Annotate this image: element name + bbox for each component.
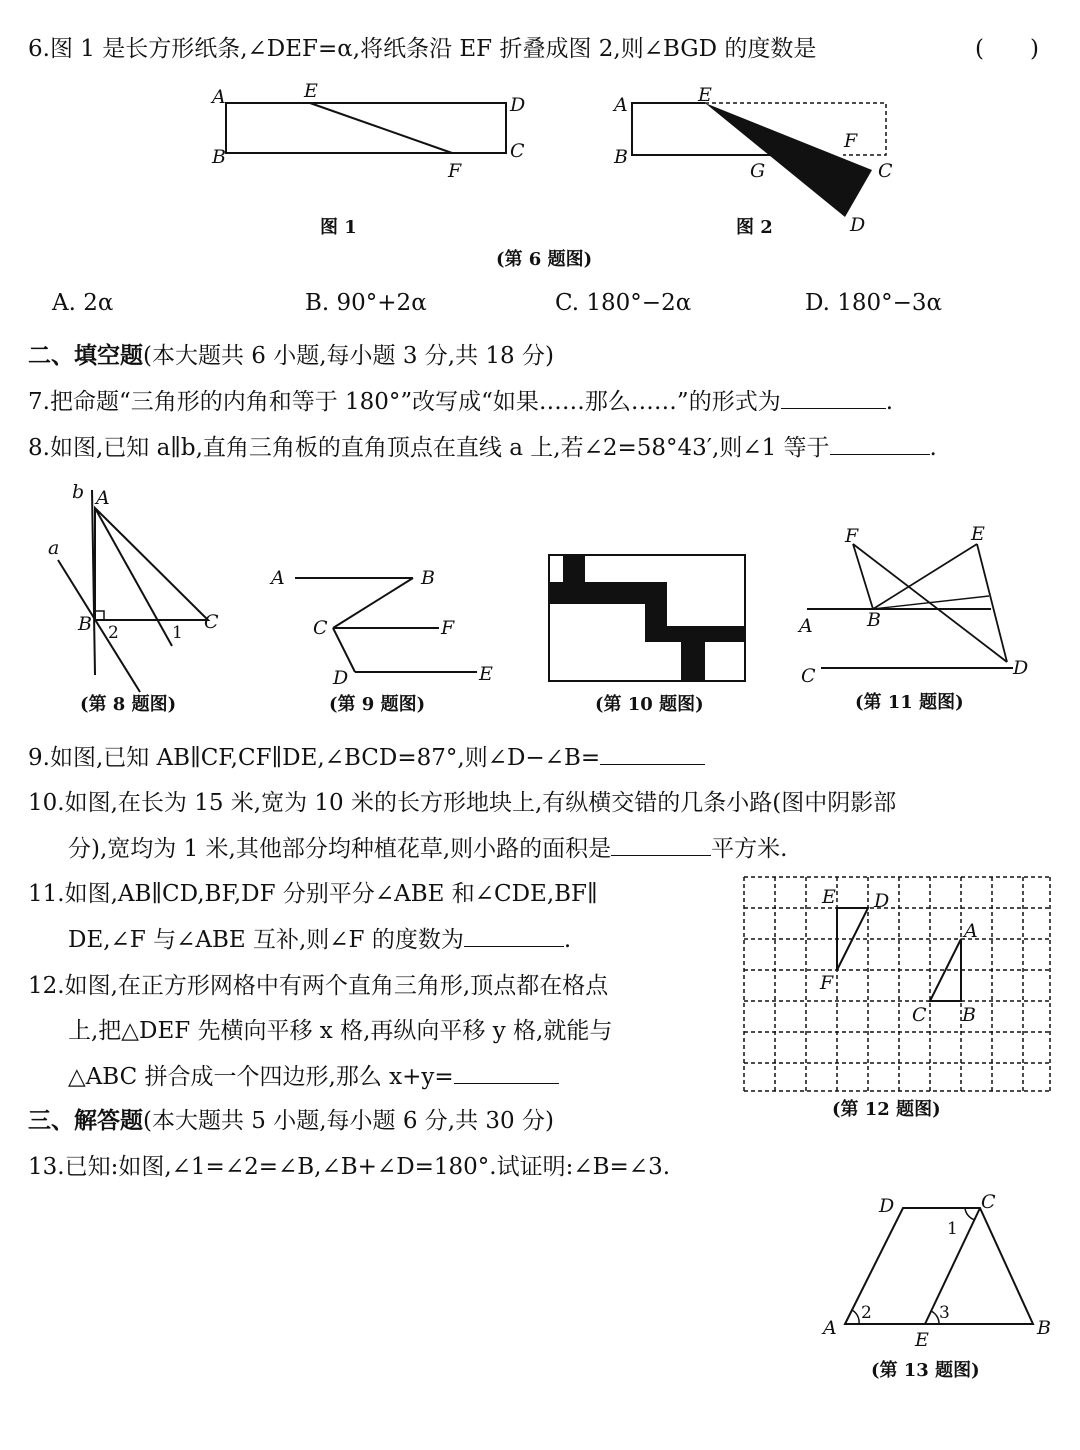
q6-figure-2	[600, 75, 920, 245]
label-a: A	[964, 920, 978, 942]
label-b: B	[1037, 1317, 1051, 1339]
label-a: A	[614, 94, 628, 116]
segment-ed	[977, 544, 1007, 662]
figure-10-caption: (第 10 题图)	[595, 694, 704, 715]
label-b: B	[962, 1004, 976, 1026]
angle-1-label: 1	[947, 1219, 958, 1239]
label-f: F	[448, 160, 462, 182]
label-e: E	[479, 663, 493, 685]
label-cap-c: C	[204, 611, 219, 633]
label-b: B	[867, 609, 881, 631]
q12-line-2: 上,把△DEF 先横向平移 x 格,再纵向平移 y 格,就能与	[68, 1018, 613, 1044]
fig2-caption: 图 2	[736, 217, 773, 238]
section-3-title: 三、解答题	[28, 1107, 143, 1134]
label-e: E	[822, 886, 836, 908]
q7-text: 7.把命题“三角形的内角和等于 180°”改写成“如果……那么……”的形式为	[28, 389, 781, 415]
figure-9-caption: (第 9 题图)	[329, 694, 426, 715]
label-d: D	[1013, 657, 1029, 679]
q12-answer-blank[interactable]	[454, 1061, 559, 1084]
section-2-title: 二、填空题	[28, 342, 143, 369]
label-e: E	[971, 523, 985, 545]
q6-figure-1	[200, 75, 540, 245]
figure-12	[740, 873, 1055, 1128]
paper-strip	[226, 103, 506, 153]
label-a: A	[212, 86, 226, 108]
label-c: C	[313, 617, 328, 639]
q10-line-1: 10.如图,在长为 15 米,宽为 10 米的长方形地块上,有纵横交错的几条小路(图中阴影部	[28, 790, 897, 816]
label-e: E	[698, 84, 712, 106]
q10-line-2	[68, 830, 787, 863]
figure-11-caption: (第 11 题图)	[855, 692, 964, 713]
q12-line-3	[68, 1058, 559, 1091]
label-c: C	[912, 1004, 927, 1026]
q9-answer-blank[interactable]	[600, 742, 705, 765]
q7-answer-blank[interactable]	[781, 386, 886, 409]
q11-text: DE,∠F 与∠ABE 互补,则∠F 的度数为	[68, 927, 464, 953]
figure-12-caption: (第 12 题图)	[832, 1099, 941, 1120]
angle-3-arc	[931, 1311, 939, 1324]
label-c: C	[801, 665, 816, 687]
folded-part	[705, 103, 872, 217]
label-f: F	[820, 972, 834, 994]
q6-answer-bracket: ( )	[975, 36, 1039, 62]
angle-2-label: 2	[108, 623, 119, 643]
label-a: A	[271, 567, 285, 589]
segment-cd	[333, 628, 355, 672]
q6-option-b: B. 90°+2α	[305, 290, 427, 316]
label-b: B	[421, 567, 435, 589]
figure-9	[265, 560, 505, 720]
label-cap-b: B	[78, 613, 92, 635]
angle-1-arc	[965, 1208, 975, 1220]
label-b: b	[72, 481, 85, 503]
segment-bc	[333, 578, 413, 628]
label-f: F	[845, 525, 859, 547]
label-a: A	[799, 615, 813, 637]
angle-2-arc	[852, 1310, 859, 1324]
q6-option-d: D. 180°−3α	[805, 290, 943, 316]
q11-line-2	[68, 921, 571, 954]
section-2-note: (本大题共 6 小题,每小题 3 分,共 18 分)	[143, 343, 554, 369]
q11-end: .	[563, 927, 572, 953]
label-e: E	[915, 1329, 929, 1351]
fold-line-ef	[310, 103, 452, 153]
set-square	[95, 508, 208, 620]
figure-13-caption: (第 13 题图)	[871, 1360, 980, 1381]
label-a: A	[823, 1317, 837, 1339]
q13-text: 13.已知:如图,∠1=∠2=∠B,∠B+∠D=180°.试证明:∠B=∠3.	[28, 1154, 671, 1180]
figure-13	[815, 1188, 1065, 1388]
paths-shaded	[549, 555, 745, 681]
q12-text: △ABC 拼合成一个四边形,那么 x+y=	[68, 1064, 454, 1090]
q6-text: 6.图 1 是长方形纸条,∠DEF=α,将纸条沿 EF 折叠成图 2,则∠BGD 的度数是	[28, 36, 817, 62]
q10-answer-blank[interactable]	[611, 833, 711, 856]
label-e: E	[304, 80, 318, 102]
q10-unit: 平方米.	[711, 836, 788, 862]
figure-11	[795, 520, 1040, 720]
label-a: a	[48, 537, 60, 559]
angle-1-label: 1	[172, 623, 183, 643]
figure-10	[545, 552, 755, 720]
q6-figure-caption: (第 6 题图)	[496, 249, 593, 270]
line-through-a	[95, 508, 172, 646]
q9-text: 9.如图,已知 AB∥CF,CF∥DE,∠BCD=87°,则∠D−∠B=	[28, 745, 601, 771]
label-c: C	[510, 140, 525, 162]
section-3-note: (本大题共 5 小题,每小题 6 分,共 30 分)	[143, 1108, 554, 1134]
label-f: F	[844, 130, 858, 152]
q8	[28, 429, 937, 462]
figure-8-caption: (第 8 题图)	[80, 694, 177, 715]
square-grid	[744, 877, 1050, 1091]
figure-8	[40, 470, 240, 720]
label-c: C	[878, 160, 893, 182]
label-f: F	[441, 617, 455, 639]
angle-2-label: 2	[861, 1303, 872, 1323]
label-d: D	[510, 94, 526, 116]
right-angle-mark	[95, 611, 104, 620]
q6-option-c: C. 180°−2α	[555, 290, 692, 316]
label-c: C	[981, 1191, 996, 1213]
q11-line-1: 11.如图,AB∥CD,BF,DF 分别平分∠ABE 和∠CDE,BF∥	[28, 881, 598, 907]
label-d: D	[879, 1195, 895, 1217]
label-cap-a: A	[96, 487, 110, 509]
q12-line-1: 12.如图,在正方形网格中有两个直角三角形,顶点都在格点	[28, 973, 609, 999]
q8-answer-blank[interactable]	[830, 432, 930, 455]
label-d: D	[850, 214, 866, 236]
fig1-caption: 图 1	[320, 217, 357, 238]
q6-option-a: A. 2α	[52, 290, 114, 316]
q7	[28, 383, 893, 416]
label-b: B	[614, 146, 628, 168]
q10-text: 分),宽均为 1 米,其他部分均种植花草,则小路的面积是	[68, 836, 612, 862]
label-g: G	[750, 160, 766, 182]
label-d: D	[874, 890, 890, 912]
section-2-heading	[28, 337, 554, 370]
q11-answer-blank[interactable]	[464, 924, 564, 947]
line-a	[58, 560, 140, 692]
segment-fb	[853, 544, 873, 609]
angle-3-label: 3	[939, 1303, 950, 1323]
q8-text: 8.如图,已知 a∥b,直角三角板的直角顶点在直线 a 上,若∠2=58°43′,则∠1 等于	[28, 435, 830, 461]
q8-end: .	[929, 435, 937, 461]
q9	[28, 739, 705, 772]
q7-end: .	[885, 389, 894, 415]
label-d: D	[333, 667, 349, 689]
section-3-heading	[28, 1102, 554, 1135]
label-b: B	[212, 146, 226, 168]
